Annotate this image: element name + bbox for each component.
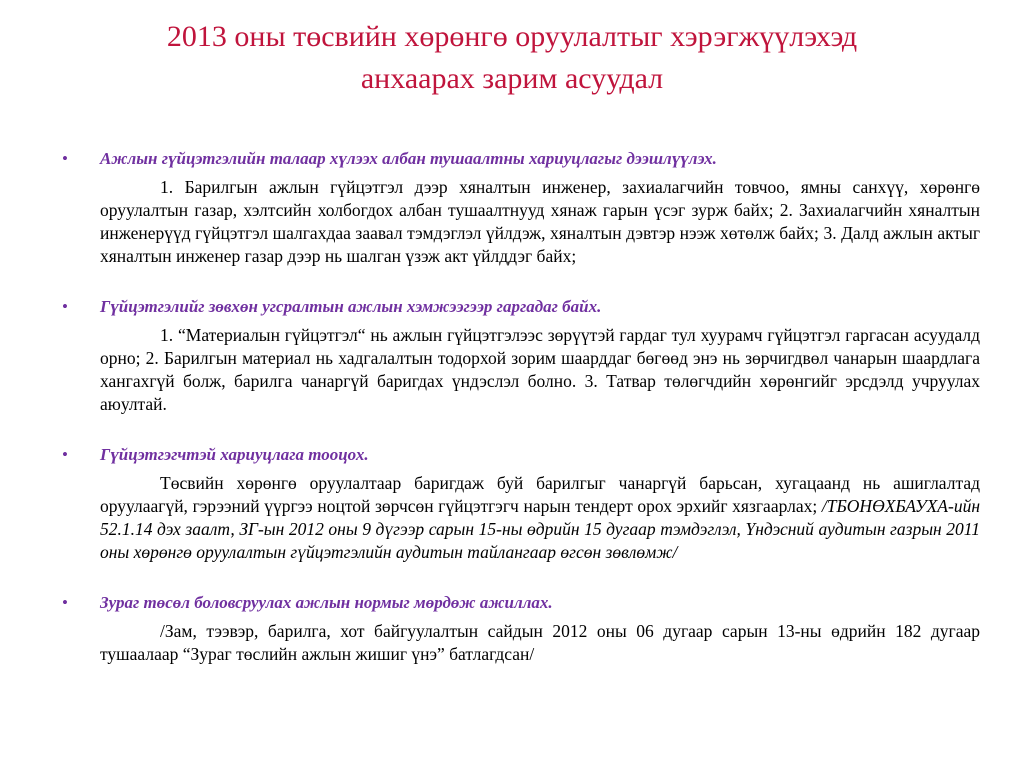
slide-title-line-2: анхаарах зарим асуудал	[360, 62, 664, 95]
list-item-body-reference: /ТБОНӨХБАУХА-ийн 52.1.14 дэх заалт, ЗГ-ын 2012 оны 9 дүгээр сарын 15-ны өдрийн 15 дугаар тэмдэглэл, Үндэсний аудитын газрын 2011 оны хөрөнгө оруулалтын гүйцэтгэлийн аудитын тайлангаар өгсөн зөвлөмж/	[100, 496, 980, 562]
list-item-body: 1. “Материалын гүйцэтгэл“ нь ажлын гүйцэтгэлээс зөрүүтэй гардаг тул хуурамч гүйцэтгэл гаргасан асуудалд орно; 2. Барилгын материал нь хадгалалтын тодорхой зорим шаарддаг бөгөөд энэ нь зөрчигдвөл чанарын шаардлага хангахгүй болж, барилга чанаргүй баригдах үндэслэл болно. 3. Татвар төлөгчдийн хөрөнгийг эрсдэлд учруулах аюултай.	[100, 325, 980, 414]
slide-title	[60, 16, 964, 100]
list-item-body	[60, 472, 980, 564]
bullet-icon: •	[62, 445, 68, 464]
list-item-heading-text: Гүйцэтгэгчтэй хариуцлага тооцох.	[100, 445, 369, 464]
list-item	[60, 148, 980, 268]
list-item-heading-text: Гүйцэтгэлийг зөвхөн угсралтын ажлын хэмжээгээр гаргадаг байх.	[100, 297, 602, 316]
list-item-body: 1. Барилгын ажлын гүйцэтгэл дээр хяналтын инженер, захиалагчийн товчоо, ямны санхүү, хөрөнгө оруулалтын газар, хэлтсийн холбогдох албан тушаалтнууд хянаж гарын үсэг зурж байх; 2. Захиалагчийн хяналтын инженерүүд гүйцэтгэл шалгахдаа заавал тэмдэглэл үйлдэж, хяналтын дэвтэр нээж хөтөлж байх; 3. Далд ажлын актыг хяналтын инженер газар дээр нь шалган үзэж акт үйлддэг байх;	[100, 177, 980, 266]
list-item-heading-text: Зураг төсөл боловсруулах ажлын нормыг мөрдөж ажиллах.	[100, 593, 553, 612]
list-item-heading	[60, 148, 980, 170]
list-item	[60, 444, 980, 564]
list-item-heading	[60, 592, 980, 614]
list-item-body-text: Төсвийн хөрөнгө оруулалтаар баригдаж буй барилгыг чанаргүй барьсан, хугацаанд нь ашиглалтад оруулаагүй, гэрээний үүргээ ноцтой зөрчсөн гүйцэтгэгч нарын тендерт орох эрхийг хязгаарлах;	[100, 473, 980, 516]
slide-content	[60, 148, 980, 666]
list-item-body: /Зам, тээвэр, барилга, хот байгуулалтын сайдын 2012 оны 06 дугаар сарын 13-ны өдрийн 182 дугаар тушаалаар “Зураг төслийн ажлын жишиг үнэ” батлагдсан/	[100, 621, 980, 664]
bullet-icon: •	[62, 149, 68, 168]
slide-title-line-1: 2013 оны төсвийн хөрөнгө оруулалтыг хэрэгжүүлэхэд	[166, 20, 858, 53]
bullet-icon: •	[62, 297, 68, 316]
list-item	[60, 592, 980, 666]
list-item-heading	[60, 296, 980, 318]
bullet-icon: •	[62, 593, 68, 612]
list-item-heading	[60, 444, 980, 466]
list-item	[60, 296, 980, 416]
list-item-heading-text: Ажлын гүйцэтгэлийн талаар хүлээх албан тушаалтны хариуцлагыг дээшлүүлэх.	[100, 149, 717, 168]
